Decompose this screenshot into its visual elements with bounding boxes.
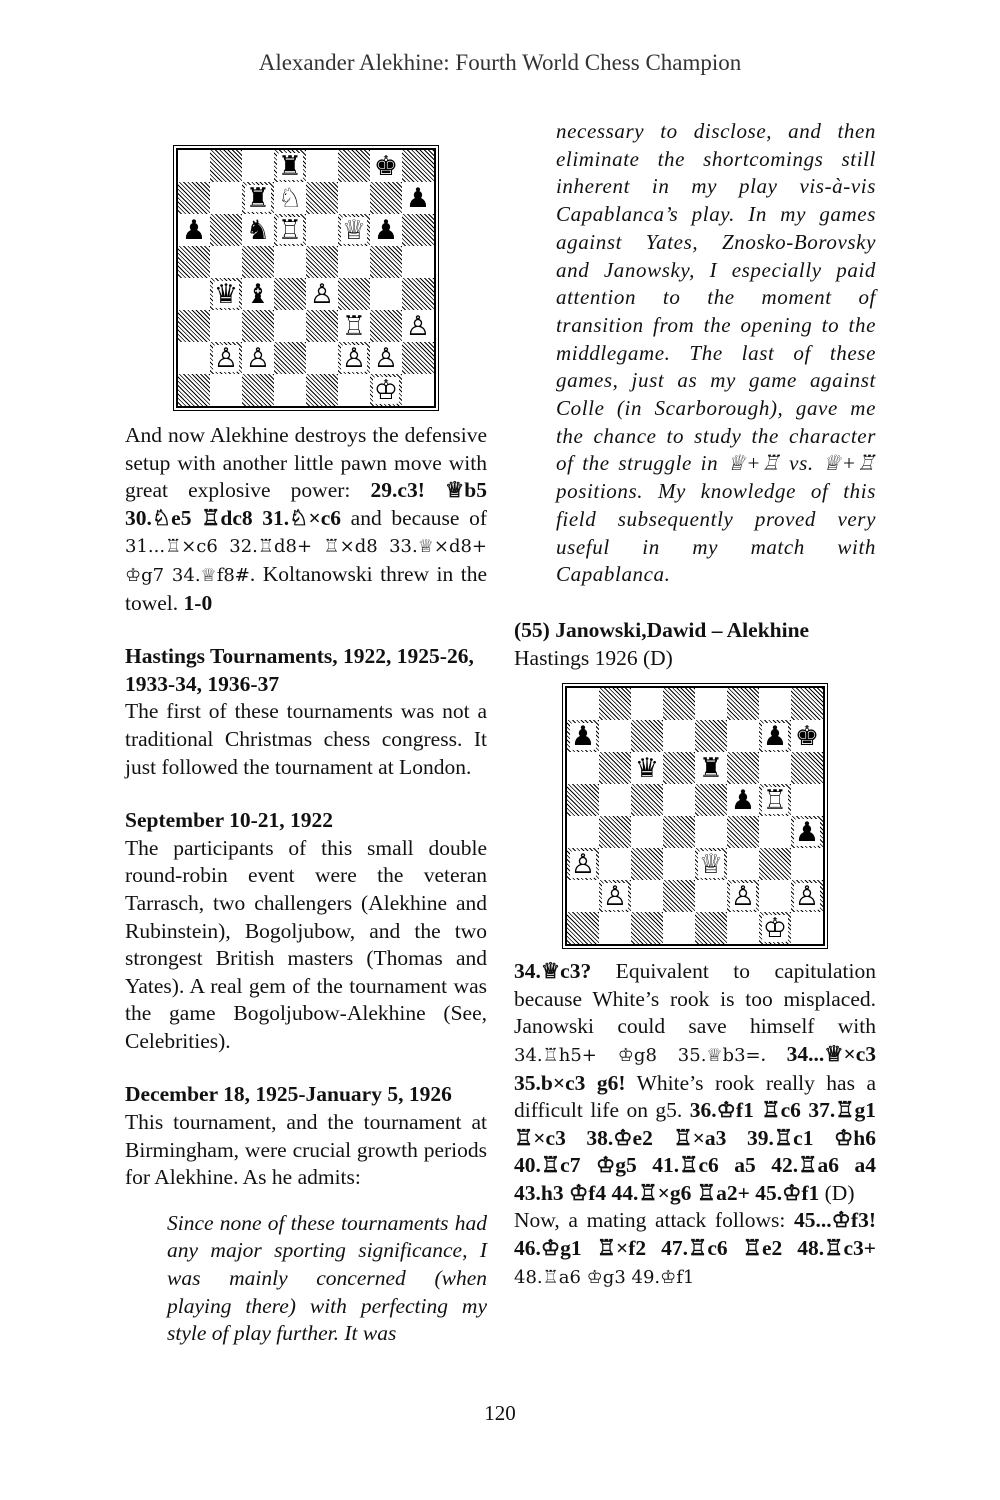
- board-square: [210, 246, 242, 278]
- black-pawn-icon: ♟: [373, 214, 399, 246]
- board-square: [791, 752, 823, 784]
- white-queen-icon: ♕: [698, 848, 724, 880]
- board-square: [567, 752, 599, 784]
- board-square: [695, 912, 727, 944]
- board-square: [306, 150, 338, 182]
- paragraph-mating-attack: [514, 1207, 876, 1291]
- board-square: [567, 848, 599, 880]
- board-square: [631, 880, 663, 912]
- black-queen-icon: ♛: [634, 752, 660, 784]
- board-square: [663, 880, 695, 912]
- text-run: White’s rook really has a difficult life on g5.: [514, 1070, 876, 1123]
- bold-moves: 36.♔f1 ♖c6 37.♖g1 ♖×c3 38.♔e2 ♖×a3 39.♖c1 ♔h6 40.♖c7 ♔g5 41.♖c6 a5 42.♖a6 a4 43.h3 ♔f4 44.♖×g6 ♖a2+ 45.♔f1: [514, 1098, 876, 1205]
- board-square: [791, 816, 823, 848]
- black-pawn-icon: ♟: [405, 182, 431, 214]
- board-square: [663, 912, 695, 944]
- black-bishop-icon: ♝: [245, 278, 271, 310]
- board-square: [178, 374, 210, 406]
- board-square: [759, 720, 791, 752]
- board-square: [402, 246, 434, 278]
- board-square: [242, 278, 274, 310]
- white-pawn-icon: ♙: [730, 880, 756, 912]
- board-square: [274, 310, 306, 342]
- right-column: [514, 118, 876, 1291]
- left-column: [125, 118, 487, 1348]
- board-square: [370, 246, 402, 278]
- white-king-icon: ♔: [373, 374, 399, 406]
- bold-moves: ♕b5 30.♘e5 ♖dc8 31.♘×c6: [125, 478, 487, 530]
- black-rook-icon: ♜: [245, 182, 271, 214]
- board-square: [759, 912, 791, 944]
- board-square: [210, 310, 242, 342]
- board-square: [274, 150, 306, 182]
- board-square: [599, 912, 631, 944]
- board-square: [370, 150, 402, 182]
- board-square: [631, 912, 663, 944]
- board-square: [210, 278, 242, 310]
- board-square: [599, 752, 631, 784]
- board-square: [242, 342, 274, 374]
- page-number: 120: [484, 1401, 516, 1425]
- black-pawn-icon: ♟: [570, 720, 596, 752]
- board-square: [695, 848, 727, 880]
- bold-moves: 34.♕c3?: [514, 959, 592, 984]
- black-king-icon: ♚: [373, 150, 399, 182]
- board-square: [663, 752, 695, 784]
- board-square: [242, 246, 274, 278]
- board-square: [759, 752, 791, 784]
- text-run: (D): [819, 1180, 855, 1205]
- board-square: [402, 310, 434, 342]
- board-square: [567, 688, 599, 720]
- board-square: [306, 342, 338, 374]
- board-square: [402, 278, 434, 310]
- board-square: [791, 720, 823, 752]
- board-square: [727, 912, 759, 944]
- variation-moves: 48.♖a6 ♔g3 49.♔f1: [514, 1266, 695, 1288]
- board-square: [599, 784, 631, 816]
- paragraph-hastings-intro: The first of these tournaments was not a traditional Christmas chess congress. It just followed the tournament at London.: [125, 699, 487, 779]
- board-square: [306, 310, 338, 342]
- paragraph-game-moves: [514, 958, 876, 1207]
- board-square: [338, 374, 370, 406]
- board-square: [759, 816, 791, 848]
- text-run: .: [760, 1041, 787, 1066]
- white-pawn-icon: ♙: [602, 880, 628, 912]
- paragraph-game-conclusion: [125, 422, 487, 617]
- board-square: [663, 848, 695, 880]
- board-square: [791, 848, 823, 880]
- diagram-1-wrap: [125, 148, 487, 408]
- board-square: [402, 150, 434, 182]
- white-pawn-icon: ♙: [405, 310, 431, 342]
- board-square: [402, 374, 434, 406]
- board-square: [695, 816, 727, 848]
- board-square: [274, 182, 306, 214]
- board-square: [338, 278, 370, 310]
- black-pawn-icon: ♟: [181, 214, 207, 246]
- variation-moves: 31...♖×c6 32.♖d8+ ♖×d8 33.♕×d8+ ♔g7 34.♕f8#: [125, 536, 487, 586]
- diagram-2-wrap: [514, 686, 876, 946]
- white-pawn-icon: ♙: [373, 342, 399, 374]
- board-square: [402, 342, 434, 374]
- paragraph-1922: The participants of this small double round-robin event were the veteran Tarrasch, two challengers (Alekhine and Rubinstein), Bogoljubow, and the two strongest British masters (Thomas and Yates). A real gem of the tournament was the game Bogoljubow-Alekhine (See, Celebrities).: [125, 835, 487, 1053]
- white-rook-icon: ♖: [341, 310, 367, 342]
- board-square: [306, 246, 338, 278]
- board-square: [242, 374, 274, 406]
- board-square: [567, 880, 599, 912]
- board-square: [274, 374, 306, 406]
- board-square: [695, 688, 727, 720]
- board-square: [663, 720, 695, 752]
- black-pawn-icon: ♟: [762, 720, 788, 752]
- board-square: [599, 816, 631, 848]
- board-square: [631, 848, 663, 880]
- board-square: [178, 310, 210, 342]
- board-square: [274, 214, 306, 246]
- text-run: Equivalent to capitulation because White’s rook is too misplaced. Janowski could save himself with: [514, 959, 876, 1039]
- board-square: [791, 880, 823, 912]
- white-pawn-icon: ♙: [570, 848, 596, 880]
- section-heading-1925: December 18, 1925-January 5, 1926: [125, 1082, 452, 1107]
- board-square: [178, 214, 210, 246]
- board-square: [210, 214, 242, 246]
- board-square: [663, 688, 695, 720]
- white-knight-icon: ♘: [277, 182, 303, 214]
- black-rook-icon: ♜: [277, 150, 303, 182]
- chess-diagram-2: [565, 686, 825, 946]
- heading-bold-part: Hastings Tournaments: [125, 644, 333, 669]
- board-square: [663, 784, 695, 816]
- board-square: [695, 752, 727, 784]
- white-pawn-icon: ♙: [245, 342, 271, 374]
- board-square: [338, 182, 370, 214]
- block-quote: Since none of these tournaments had any major sporting significance, I was mainly concerned (when playing there) with perfecting my style of play further. It was: [167, 1210, 487, 1346]
- white-pawn-icon: ♙: [213, 342, 239, 374]
- board-square: [759, 688, 791, 720]
- board-square: [727, 688, 759, 720]
- board-square: [759, 848, 791, 880]
- board-square: [178, 246, 210, 278]
- board-square: [338, 342, 370, 374]
- bold-moves: 45...♔f3! 46.♔g1 ♖×f2 47.♖c6 ♖e2 48.♖c3+: [514, 1208, 876, 1261]
- board-square: [242, 182, 274, 214]
- board-square: [338, 246, 370, 278]
- white-pawn-icon: ♙: [794, 880, 820, 912]
- white-rook-icon: ♖: [762, 784, 788, 816]
- board-square: [791, 688, 823, 720]
- board-square: [567, 784, 599, 816]
- black-queen-icon: ♛: [213, 278, 239, 310]
- white-pawn-icon: ♙: [309, 278, 335, 310]
- white-rook-icon: ♖: [277, 214, 303, 246]
- board-square: [178, 278, 210, 310]
- board-square: [631, 752, 663, 784]
- game-info: Hastings 1926 (D): [514, 645, 673, 670]
- chess-diagram-1: [176, 148, 436, 408]
- black-rook-icon: ♜: [698, 752, 724, 784]
- board-square: [370, 182, 402, 214]
- board-square: [759, 784, 791, 816]
- board-square: [727, 848, 759, 880]
- board-square: [178, 150, 210, 182]
- board-square: [695, 784, 727, 816]
- running-head: Alexander Alekhine: Fourth World Chess Champion: [258, 50, 742, 75]
- board-square: [599, 880, 631, 912]
- board-square: [599, 688, 631, 720]
- board-square: [338, 150, 370, 182]
- board-square: [759, 880, 791, 912]
- board-square: [242, 150, 274, 182]
- white-queen-icon: ♕: [341, 214, 367, 246]
- bold-moves: 34...♕×c3 35.b×c3 g6!: [514, 1041, 877, 1095]
- board-square: [210, 150, 242, 182]
- white-king-icon: ♔: [762, 912, 788, 944]
- black-pawn-icon: ♟: [730, 784, 756, 816]
- block-quote-continued: necessary to disclose, and then eliminate the shortcomings still inherent in my play vis-à-vis Capablanca’s play. In my games against Yates, Znosko-Borovsky and Janowsky, I especially paid attention to the moment of transition from the opening to the middlegame. The last of these games, just as my game against Colle (in Scarborough), gave me the chance to study the character of the struggle in ♕+♖ vs. ♕+♖ positions. My knowledge of this field subsequently proved very useful in my match with Capablanca.: [556, 119, 876, 587]
- board-square: [567, 816, 599, 848]
- board-square: [306, 278, 338, 310]
- board-square: [727, 784, 759, 816]
- variation-moves: 34.♖h5+ ♔g8 35.♕b3=: [514, 1044, 761, 1066]
- board-square: [567, 720, 599, 752]
- bold-moves: 29.c3!: [370, 478, 446, 503]
- board-square: [370, 214, 402, 246]
- board-square: [631, 720, 663, 752]
- text-run: And now Alekhine destroys the defensive setup with another little pawn move with great explosive power:: [125, 423, 487, 503]
- board-square: [370, 374, 402, 406]
- board-square: [306, 214, 338, 246]
- board-square: [631, 784, 663, 816]
- board-square: [663, 816, 695, 848]
- white-pawn-icon: ♙: [341, 342, 367, 374]
- board-square: [210, 374, 242, 406]
- black-pawn-icon: ♟: [794, 816, 820, 848]
- board-square: [791, 784, 823, 816]
- text-run: . Koltanowski threw in the towel.: [125, 561, 488, 615]
- board-square: [306, 182, 338, 214]
- board-square: [370, 310, 402, 342]
- board-square: [727, 752, 759, 784]
- board-square: [178, 182, 210, 214]
- board-square: [567, 912, 599, 944]
- board-square: [695, 720, 727, 752]
- board-square: [599, 720, 631, 752]
- board-square: [695, 880, 727, 912]
- board-square: [210, 342, 242, 374]
- board-square: [370, 342, 402, 374]
- board-square: [631, 688, 663, 720]
- board-square: [274, 278, 306, 310]
- board-square: [338, 310, 370, 342]
- board-square: [274, 246, 306, 278]
- board-square: [599, 848, 631, 880]
- board-square: [242, 310, 274, 342]
- board-square: [242, 214, 274, 246]
- section-heading-1922: September 10-21, 1922: [125, 808, 334, 833]
- board-square: [791, 912, 823, 944]
- board-square: [210, 182, 242, 214]
- board-square: [178, 342, 210, 374]
- black-king-icon: ♚: [794, 720, 820, 752]
- game-title: (55) Janowski,Dawid – Alekhine: [514, 617, 810, 642]
- bold-moves: 1-0: [183, 590, 213, 615]
- board-square: [631, 816, 663, 848]
- board-square: [402, 214, 434, 246]
- board-square: [274, 342, 306, 374]
- board-square: [727, 816, 759, 848]
- section-heading-hastings: [125, 643, 487, 698]
- board-square: [402, 182, 434, 214]
- black-knight-icon: ♞: [245, 214, 271, 246]
- text-run: and because of: [341, 505, 487, 530]
- board-square: [727, 880, 759, 912]
- text-run: Now, a mating attack follows:: [514, 1208, 795, 1233]
- board-square: [306, 374, 338, 406]
- paragraph-1925: This tournament, and the tournament at Birmingham, were crucial growth periods for Alekhine. As he admits:: [125, 1110, 487, 1190]
- game-header: [514, 617, 876, 672]
- board-square: [338, 214, 370, 246]
- heading-rest-part: , 1922, 1925-26, 1933-34, 1936-37: [125, 644, 474, 696]
- board-square: [727, 720, 759, 752]
- board-square: [370, 278, 402, 310]
